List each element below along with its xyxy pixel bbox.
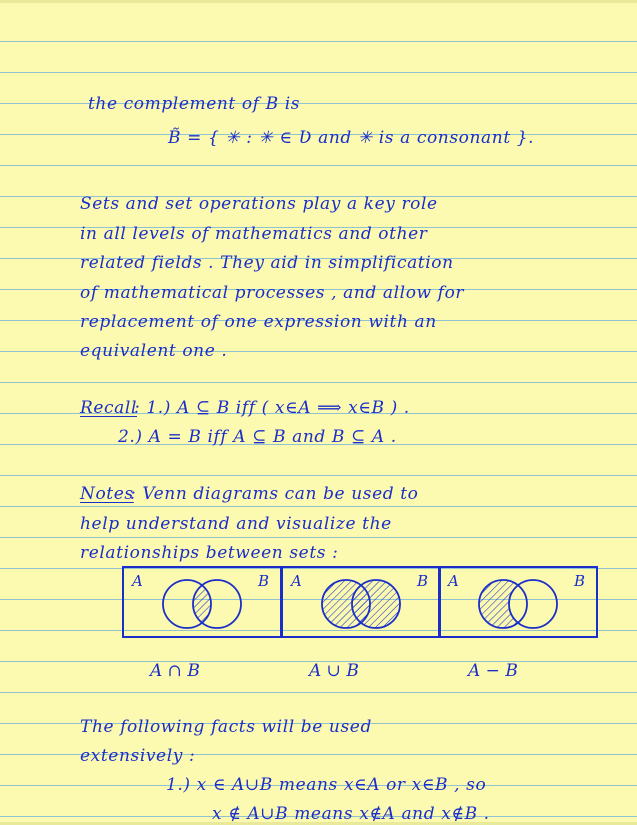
text-line-l15: extensively : [80,746,196,766]
page-top-edge [0,0,637,3]
text-line-l2: B̃ = { ✳ : ✳ ∈ Ʋ and ✳ is a consonant }. [168,128,535,148]
venn-label-a-a-intersect-b: A [132,572,143,590]
rule-line [0,41,637,42]
text-line-l4: in all levels of mathematics and other [80,224,428,244]
venn-caption-a-minus-b: A − B [468,661,518,681]
rule-line [0,537,637,538]
venn-label-b-a-union-b: B [417,572,429,590]
text-line-l7: replacement of one expression with an [80,312,437,332]
venn-circles-a-union-b [281,566,441,638]
text-line-l13: relationships between sets : [80,543,339,563]
venn-label-a-a-minus-b: A [448,572,459,590]
venn-label-a-a-union-b: A [291,572,302,590]
text-line-l14: The following facts will be used [80,717,372,737]
rule-line [0,72,637,73]
venn-caption-a-intersect-b: A ∩ B [150,661,200,681]
rule-line [0,506,637,507]
text-line-l9a: Recall [80,398,137,418]
text-line-l17: x ∉ A∪B means x∉A and x∉B . [212,804,490,824]
text-line-l16: 1.) x ∈ A∪B means x∈A or x∈B , so [166,775,487,795]
venn-caption-a-union-b: A ∪ B [309,661,359,681]
text-line-l8: equivalent one . [80,341,228,361]
text-line-l1: the complement of B is [88,94,301,114]
venn-circles-a-intersect-b [122,566,282,638]
text-line-l10: 2.) A = B iff A ⊆ B and B ⊆ A . [118,427,397,447]
venn-circles-a-minus-b [438,566,598,638]
text-line-l11b: : Venn diagrams can be used to [130,484,419,504]
rule-line [0,475,637,476]
rule-line [0,382,637,383]
text-line-l5: related fields . They aid in simplification [80,253,454,273]
rule-line [0,165,637,166]
venn-label-b-a-minus-b: B [574,572,586,590]
venn-label-b-a-intersect-b: B [258,572,270,590]
text-line-l9b: : 1.) A ⊆ B iff ( x∈A ⟹ x∈B ) . [134,398,410,418]
text-line-l12: help understand and visualize the [80,514,392,534]
text-line-l11a: Notes [80,484,134,504]
text-line-l3: Sets and set operations play a key role [80,194,438,214]
rule-line [0,692,637,693]
text-line-l6: of mathematical processes , and allow for [80,283,465,303]
